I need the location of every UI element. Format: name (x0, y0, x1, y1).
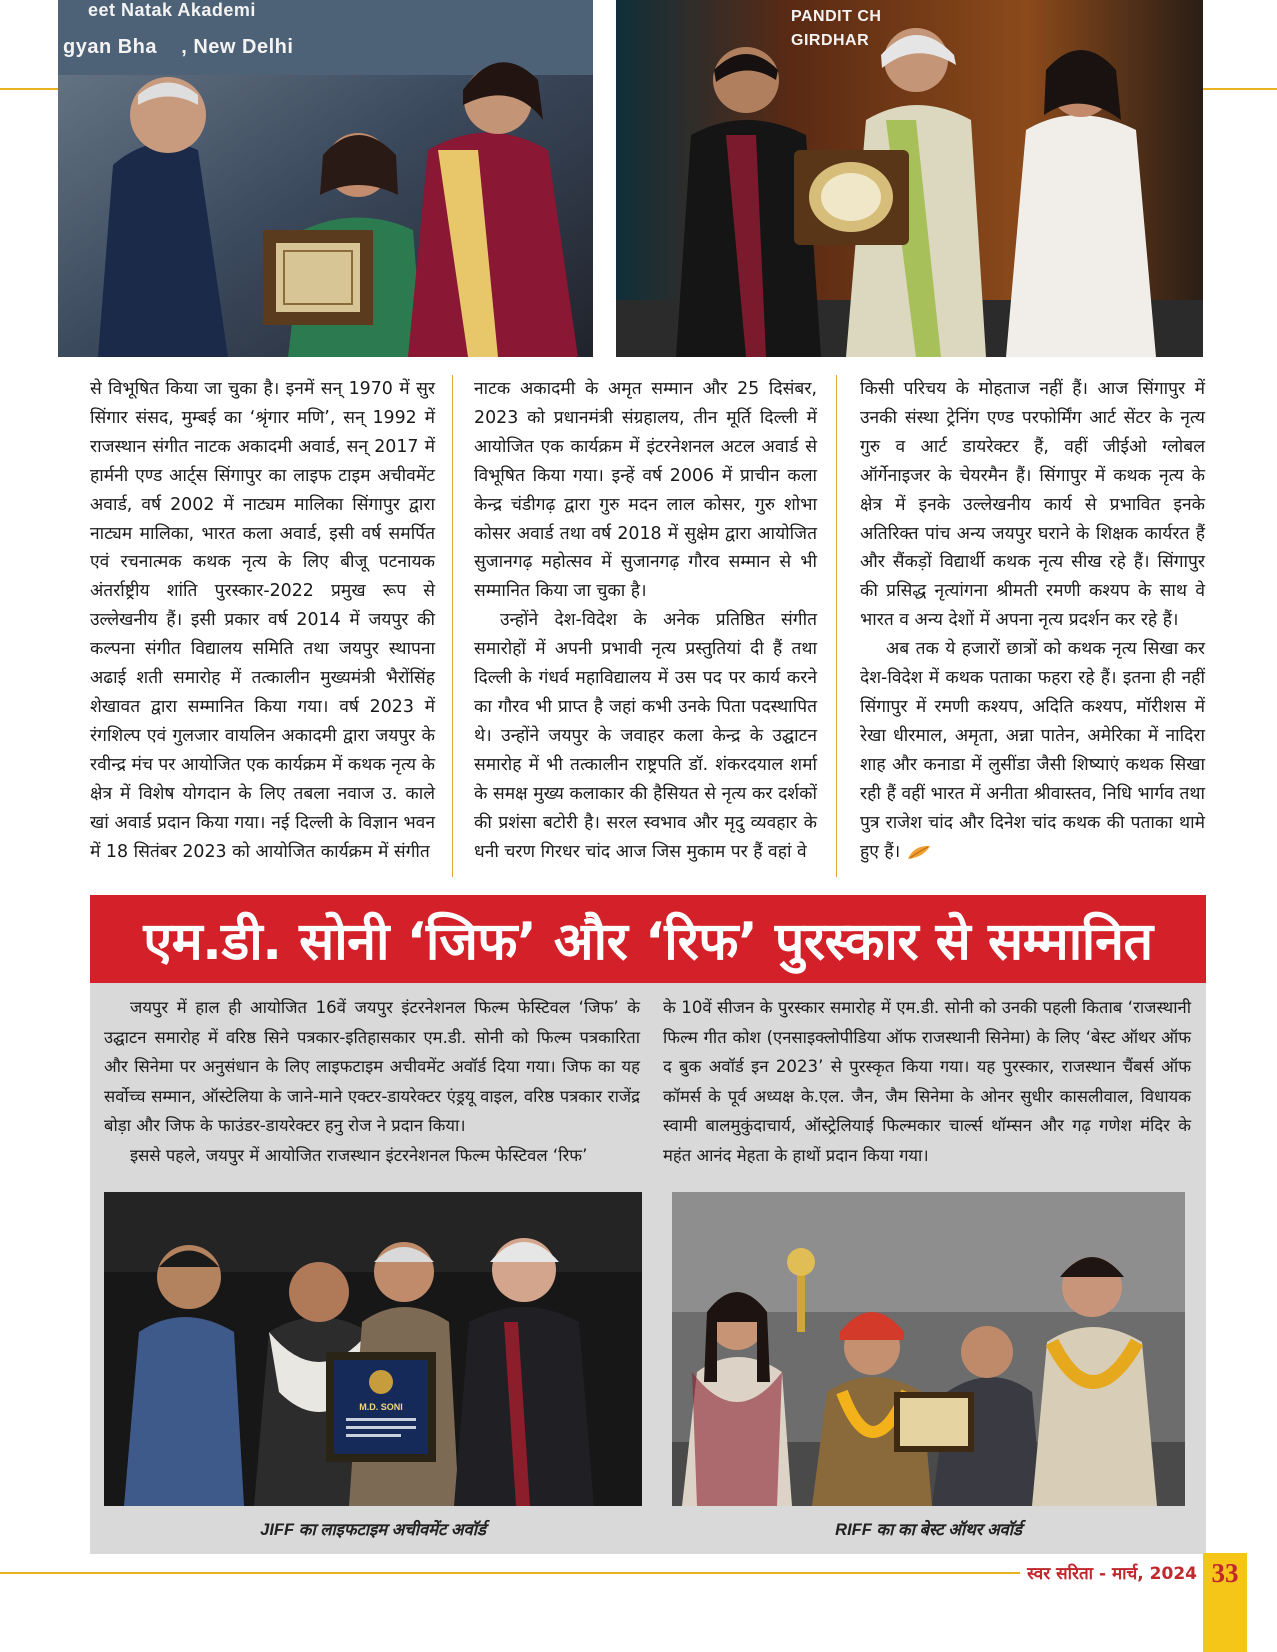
article-bottom-col-1-para-2: इससे पहले, जयपुर में आयोजित राजस्थान इंटरनेशनल फिल्म फेस्टिवल ‘रिफ’ (130, 1145, 588, 1165)
caption-jiff: JIFF का लाइफटाइम अचीवमेंट अवॉर्ड (260, 1521, 486, 1539)
right-photo-signage-1: PANDIT CH (791, 8, 882, 25)
leaf-ornament-icon (906, 843, 932, 861)
caption-riff: RIFF का का बेस्ट ऑथर अवॉर्ड (835, 1521, 1022, 1539)
top-left-rule (0, 88, 58, 90)
footer-rule (0, 1572, 1020, 1574)
left-photo-signage-1: eet Natak Akademi (88, 0, 256, 20)
article-top-col-2-para-2: उन्होंने देश-विदेश के अनेक प्रतिष्ठित संगीत समारोहों में अपनी प्रभावी नृत्य प्रस्तुतियां दी हैं तथा दिल्ली के गंधर्व महाविद्यालय में उस पद पर कार्य करने का गौरव भी प्राप्त है जहां कभी उनके पिता पदस्थापित थे। उन्होंने जयपुर के जवाहर कला केन्द्र के उद्घाटन समारोह में भी तत्कालीन राष्ट्रपति डॉ. शंकरदयाल शर्मा के समक्ष मुख्य कलाकार की हैसियत से नृत्य कर दर्शकों की प्रशंसा बटोरी है। सरल स्वभाव और मृदु व्यवहार के धनी चरण गिरधर चांद आज जिस मुकाम पर हैं वहां वे (474, 610, 817, 862)
right-photo-signage-2: GIRDHAR (791, 32, 870, 49)
article-top-col-3 (860, 375, 1205, 866)
article-top-col-3-para-1: किसी परिचय के मोहताज नहीं हैं। आज सिंगापुर में उनकी संस्था ट्रेनिंग एण्ड परफोर्मिंग आर्ट सेंटर के नृत्य गुरु व आर्ट डायरेक्टर हैं, वहीं जीईओ ग्लोबल ऑर्गेनाइजर के चेयरमैन हैं। सिंगापुर में कथक नृत्य के क्षेत्र में इनके उल्लेखनीय कार्य से प्रभावित इनके अतिरिक्त पांच अन्य जयपुर घराने के शिक्षक कार्यरत हैं और सैंकड़ों विद्यार्थी कथक नृत्य सीख रहे हैं। सिंगापुर की प्रसिद्ध नृत्यांगना श्रीमती रमणी कश्यप के साथ वे भारत व अन्य देशों में अपना नृत्य प्रदर्शन कर रहे हैं। (860, 379, 1205, 631)
article-bottom-col-1-para-1: जयपुर में हाल ही आयोजित 16वें जयपुर इंटरनेशनल फिल्म फेस्टिवल ‘जिफ’ के उद्घाटन समारोह में वरिष्ठ सिने पत्रकार-इतिहासकार एम.डी. सोनी को फिल्म पत्रकारिता और सिनेमा पर अनुसंधान के लिए लाइफटाइम अचीवमेंट अवॉर्ड दिया गया। जिफ का यह सर्वोच्च सम्मान, ऑस्टेलिया के जाने-माने एक्टर-डायरेक्टर एंड्रयू वाइल, वरिष्ठ पत्रकार राजेंद्र बोड़ा और जिफ के फाउंडर-डायरेक्टर हनु रोज ने प्रदान किया। (104, 998, 640, 1135)
top-right-rule (1202, 88, 1277, 90)
page-number: 33 (1211, 1558, 1239, 1588)
left-photo-signage-2: gyan Bhа , New Delhi (63, 36, 294, 58)
article-bottom-col-2-text: के 10वें सीजन के पुरस्कार समारोह में एम.डी. सोनी को उनकी पहली किताब ‘राजस्थानी फिल्म गीत कोश (एनसाइक्लोपीडिया ऑफ राजस्थानी सिनेमा) के लिए ‘बेस्ट ऑथर ऑफ द बुक अवॉर्ड इन 2023’ से पुरस्कृत किया गया। यह पुरस्कार, राजस्थान चैंबर्स ऑफ कॉमर्स के पूर्व अध्यक्ष के.एल. जैन, जैम सिनेमा के ओनर सुधीर कासलीवाल, विधायक स्वामी बालमुकुंदाचार्य, ऑस्ट्रेलियाई फिल्मकार चार्ल्स थॉम्सन और गढ़ गणेश मंदिर के महंत आनंद मेहता के हाथों प्रदान किया गया। (663, 998, 1191, 1165)
column-separator-1 (452, 375, 453, 877)
photo-award-new-delhi (58, 0, 593, 357)
magazine-issue: स्वर सरिता - मार्च, 2024 (1027, 1564, 1197, 1584)
article-bottom-col-1 (104, 993, 640, 1170)
article-top-col-3-para-2-text: अब तक ये हजारों छात्रों को कथक नृत्य सिखा कर देश-विदेश में कथक पताका फहरा रहे हैं। इतना ही नहीं सिंगापुर में रमणी कश्यप, अदिति कश्यप, मॉरीशस में रेखा धीरमाल, अमृता, अन्ना पातेन, अमेरिका में नादिरा शाह और कनाडा में लुसींडा जैसी शिष्याएं कथक सिखा रही हैं वहीं भारत में अनीता श्रीवास्तव, निधि भार्गव तथा पुत्र राजेश चांद और दिनेश चांद कथक की पताका थामे हुए हैं। (860, 639, 1205, 862)
headline-text: एम.डी. सोनी ‘जिफ’ और ‘रिफ’ पुरस्कार से सम्मानित (143, 911, 1153, 972)
article-top-col-2-para-1: नाटक अकादमी के अमृत सम्मान और 25 दिसंबर, 2023 को प्रधानमंत्री संग्रहालय, तीन मूर्ति दिल्ली में आयोजित एक कार्यक्रम में इंटरनेशनल अटल अवार्ड से विभूषित किया गया। इन्हें वर्ष 2006 में प्राचीन कला केन्द्र चंडीगढ़ द्वारा गुरु मदन लाल कोसर, गुरु शोभा कोसर अवार्ड तथा वर्ष 2018 में सुक्षेम द्वारा आयोजित सुजानगढ़ महोत्सव में सुजानगढ़ गौरव सम्मान से भी सम्मानित किया जा चुका है। (474, 379, 817, 602)
photo-award-stage (616, 0, 1203, 357)
article-bottom-col-2 (663, 993, 1191, 1170)
article-top-col-2 (474, 375, 817, 866)
column-separator-2 (836, 375, 837, 877)
article-top-col-3-para-2 (860, 635, 1205, 866)
article-top-col-1 (90, 375, 435, 866)
certificate-name: M.D. SONI (359, 1402, 403, 1412)
photo-riff-award (672, 1192, 1185, 1506)
article-top-col-1-text: से विभूषित किया जा चुका है। इनमें सन् 1970 में सुर सिंगार संसद, मुम्बई का ‘श्रृंगार मणि’, सन् 1992 में राजस्थान संगीत नाटक अकादमी अवार्ड, सन् 2017 में हार्मनी एण्ड आर्ट्स सिंगापुर का लाइफ टाइम अचीवमेंट अवार्ड, वर्ष 2002 में नाट्यम मालिका सिंगापुर द्वारा नाट्यम मालिका, भारत कला अवार्ड, इसी वर्ष समर्पित एवं रचनात्मक कथक नृत्य के लिए बीजू पटनायक अंतर्राष्ट्रीय शांति पुरस्कार-2022 प्रमुख रूप से उल्लेखनीय हैं। इसी प्रकार वर्ष 2014 में जयपुर की कल्पना संगीत विद्यालय समिति तथा जयपुर स्थापना अढाई शती समारोह में तत्कालीन मुख्यमंत्री भैरोंसिंह शेखावत द्वारा सम्मानित किया गया। वर्ष 2023 में रंगशिल्प एवं गुलजार वायलिन अकादमी द्वारा जयपुर के रवीन्द्र मंच पर आयोजित एक कार्यक्रम में कथक नृत्य के क्षेत्र में विशेष योगदान के लिए तबला नवाज उ. काले खां अवार्ड प्रदान किया गया। नई दिल्ली के विज्ञान भवन में 18 सितंबर 2023 को आयोजित कार्यक्रम में संगीत (90, 379, 435, 862)
headline-banner (90, 895, 1206, 983)
photo-jiff-award (104, 1192, 642, 1506)
